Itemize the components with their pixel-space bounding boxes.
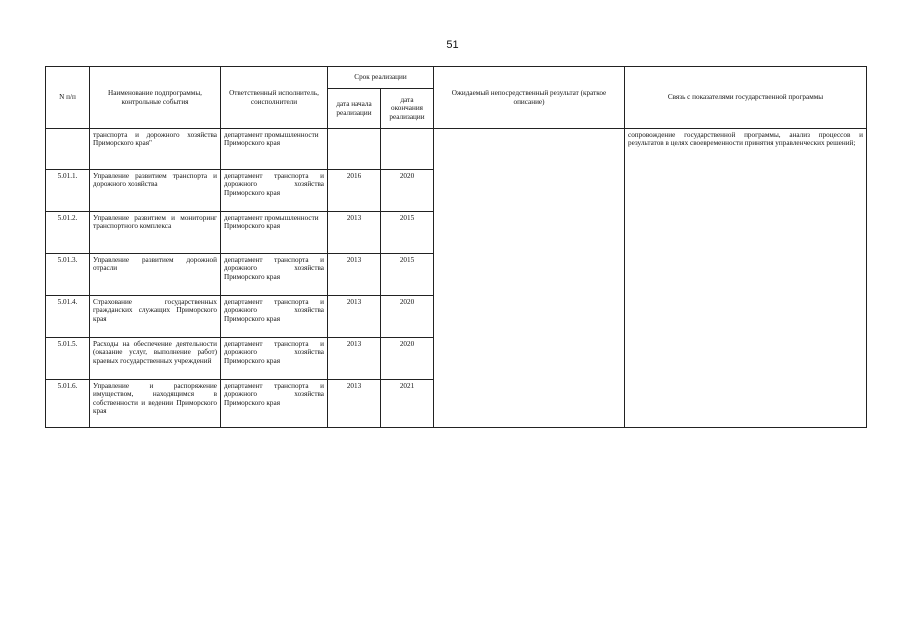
cell-start — [328, 129, 381, 170]
cell-executor: департамент транспорта и дорожного хозяйства Приморского края — [221, 380, 328, 428]
cell-num: 5.01.4. — [46, 296, 90, 338]
table-header-row — [46, 67, 867, 89]
cell-start: 2013 — [328, 380, 381, 428]
header-period: Срок реализации — [328, 67, 434, 89]
header-executor: Ответственный исполнитель, соисполнители — [221, 67, 328, 129]
header-link: Связь с показателями государственной программы — [625, 67, 867, 129]
cell-num — [46, 129, 90, 170]
page-number: 51 — [446, 39, 459, 51]
cell-num: 5.01.3. — [46, 254, 90, 296]
cell-result — [434, 129, 625, 428]
cell-start: 2013 — [328, 254, 381, 296]
cell-name: Страхование государственных гражданских служащих Приморского края — [90, 296, 221, 338]
header-num: N п/п — [46, 67, 90, 129]
cell-end: 2021 — [381, 380, 434, 428]
cell-executor: департамент транспорта и дорожного хозяйства Приморского края — [221, 296, 328, 338]
cell-num: 5.01.5. — [46, 338, 90, 380]
cell-start: 2013 — [328, 338, 381, 380]
header-result: Ожидаемый непосредственный результат (краткое описание) — [434, 67, 625, 129]
cell-num: 5.01.2. — [46, 212, 90, 254]
cell-executor: департамент транспорта и дорожного хозяйства Приморского края — [221, 170, 328, 212]
cell-start: 2013 — [328, 296, 381, 338]
cell-executor: департамент транспорта и дорожного хозяйства Приморского края — [221, 338, 328, 380]
cell-end: 2015 — [381, 254, 434, 296]
cell-start: 2016 — [328, 170, 381, 212]
table-row-continuation — [46, 129, 867, 170]
cell-end — [381, 129, 434, 170]
cell-executor: департамент промышленности Приморского края — [221, 129, 328, 170]
cell-name: Управление развитием и мониторинг транспортного комплекса — [90, 212, 221, 254]
cell-end: 2020 — [381, 170, 434, 212]
cell-name: транспорта и дорожного хозяйства Приморского края" — [90, 129, 221, 170]
cell-end: 2015 — [381, 212, 434, 254]
cell-name: Управление и распоряжение имуществом, находящимся в собственности и ведении Приморского края — [90, 380, 221, 428]
header-end-date: дата окончания реализации — [381, 89, 434, 129]
cell-name: Управление развитием дорожной отрасли — [90, 254, 221, 296]
cell-name: Управление развитием транспорта и дорожного хозяйства — [90, 170, 221, 212]
cell-link: сопровождение государственной программы, анализ процессов и результатов в целях своевременности принятия управленческих решений; — [625, 129, 867, 428]
cell-start: 2013 — [328, 212, 381, 254]
cell-num: 5.01.6. — [46, 380, 90, 428]
cell-end: 2020 — [381, 296, 434, 338]
cell-executor: департамент промышленности Приморского края — [221, 212, 328, 254]
header-start-date: дата начала реализации — [328, 89, 381, 129]
cell-name: Расходы на обеспечение деятельности (оказание услуг, выполнение работ) краевых государственных учреждений — [90, 338, 221, 380]
header-name: Наименование подпрограммы, контрольные события — [90, 67, 221, 129]
cell-executor: департамент транспорта и дорожного хозяйства Приморского края — [221, 254, 328, 296]
program-events-table — [45, 66, 867, 428]
cell-end: 2020 — [381, 338, 434, 380]
cell-num: 5.01.1. — [46, 170, 90, 212]
